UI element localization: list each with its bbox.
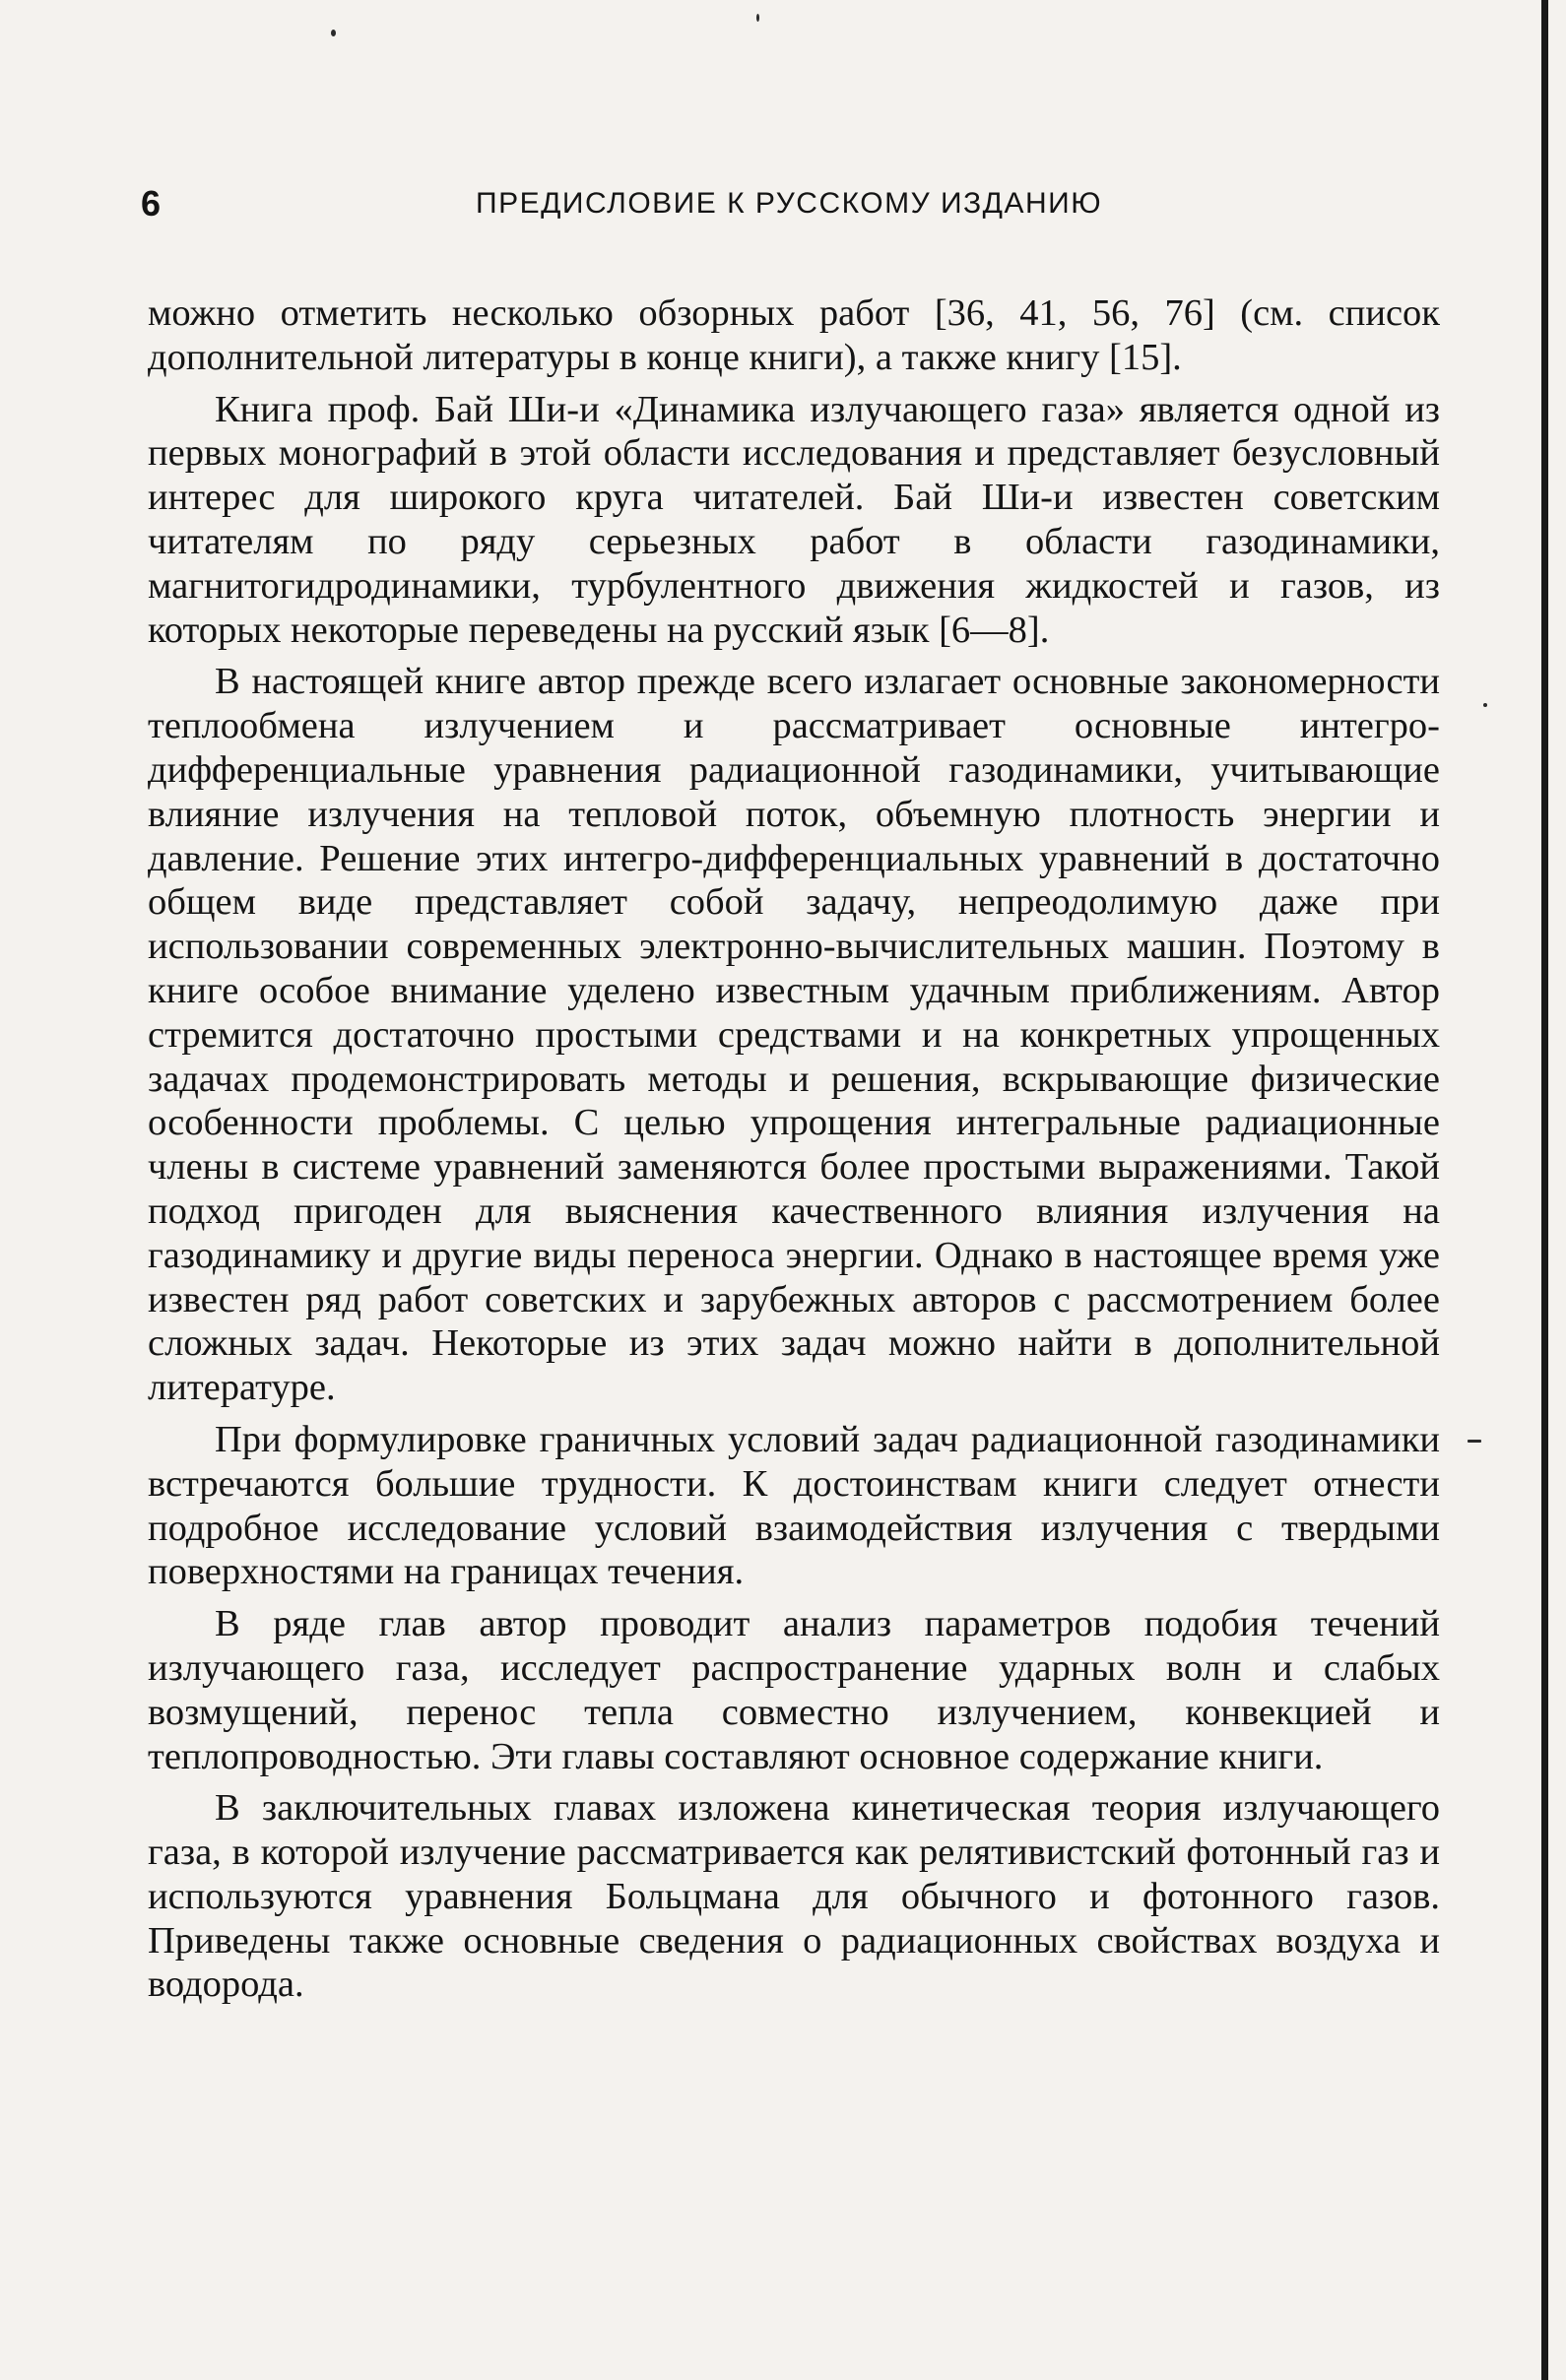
paragraph: можно отметить несколько обзорных работ [36, 41, 56, 76] (см. список дополнительной литературы в конце книги), а также книгу [15]. — [148, 292, 1440, 378]
paragraph: Книга проф. Бай Ши-и «Динамика излучающего газа» является одной из первых монографий в этой области исследования и представляет безусловный интерес для широкого круга читателей. Бай Ши-и известен советским читателям по ряду серьезных работ в области газодинамики, магнитогидродинамики, турбулентного движения жидкостей и газов, из которых некоторые переведены на русский язык [6—8]. — [148, 388, 1440, 651]
paragraph: В настоящей книге автор прежде всего излагает основные закономерности теплообмена излучением и рассматривает основные интегро-дифференциальные уравнения радиационной газодинамики, учитывающие влияние излучения на тепловой поток, объемную плотность энергии и давление. Решение этих интегро-дифференциальных уравнений в достаточно общем виде представляет собой задачу, непреодолимую даже при использовании современных электронно-вычислительных машин. Поэтому в книге особое внимание уделено известным удачным приближениям. Автор стремится достаточно простыми средствами и на конкретных упрощенных задачах продемонстрировать методы и решения, вскрывающие физические особенности проблемы. С целью упрощения интегральные радиационные члены в системе уравнений заменяются более простыми выражениями. Такой подход пригоден для выяснения качественного влияния излучения на газодинамику и другие виды переноса энергии. Однако в настоящее время уже известен ряд работ советских и зарубежных авторов с рассмотрением более сложных задач. Некоторые из этих задач можно найти в дополнительной литературе. — [148, 661, 1440, 1409]
page-header — [141, 183, 1441, 226]
paragraph: В заключительных главах изложена кинетическая теория излучающего газа, в которой излучение рассматривается как релятивистский фотонный газ и используются уравнения Больцмана для обычного и фотонного газов. Приведены также основные сведения о радиационных свойствах воздуха и водорода. — [148, 1787, 1440, 2006]
print-speck — [1483, 703, 1487, 707]
print-speck — [756, 14, 759, 22]
paragraph: В ряде глав автор проводит анализ параметров подобия течений излучающего газа, исследует распространение ударных волн и слабых возмущений, перенос тепла совместно излучением, конвекцией и теплопроводностью. Эти главы составляют основное содержание книги. — [148, 1603, 1440, 1777]
paragraph: При формулировке граничных условий задач радиационной газодинамики встречаются большие трудности. К достоинствам книги следует отнести подробное исследование условий взаимодействия излучения с твердыми поверхностями на границах течения. — [148, 1418, 1440, 1593]
page-edge-shadow — [1541, 0, 1548, 2380]
print-speck — [331, 30, 336, 36]
print-speck — [1468, 1440, 1481, 1443]
running-title: ПРЕДИСЛОВИЕ К РУССКОМУ ИЗДАНИЮ — [476, 187, 1103, 220]
page-number: 6 — [141, 183, 162, 224]
body-text — [148, 291, 1440, 2015]
